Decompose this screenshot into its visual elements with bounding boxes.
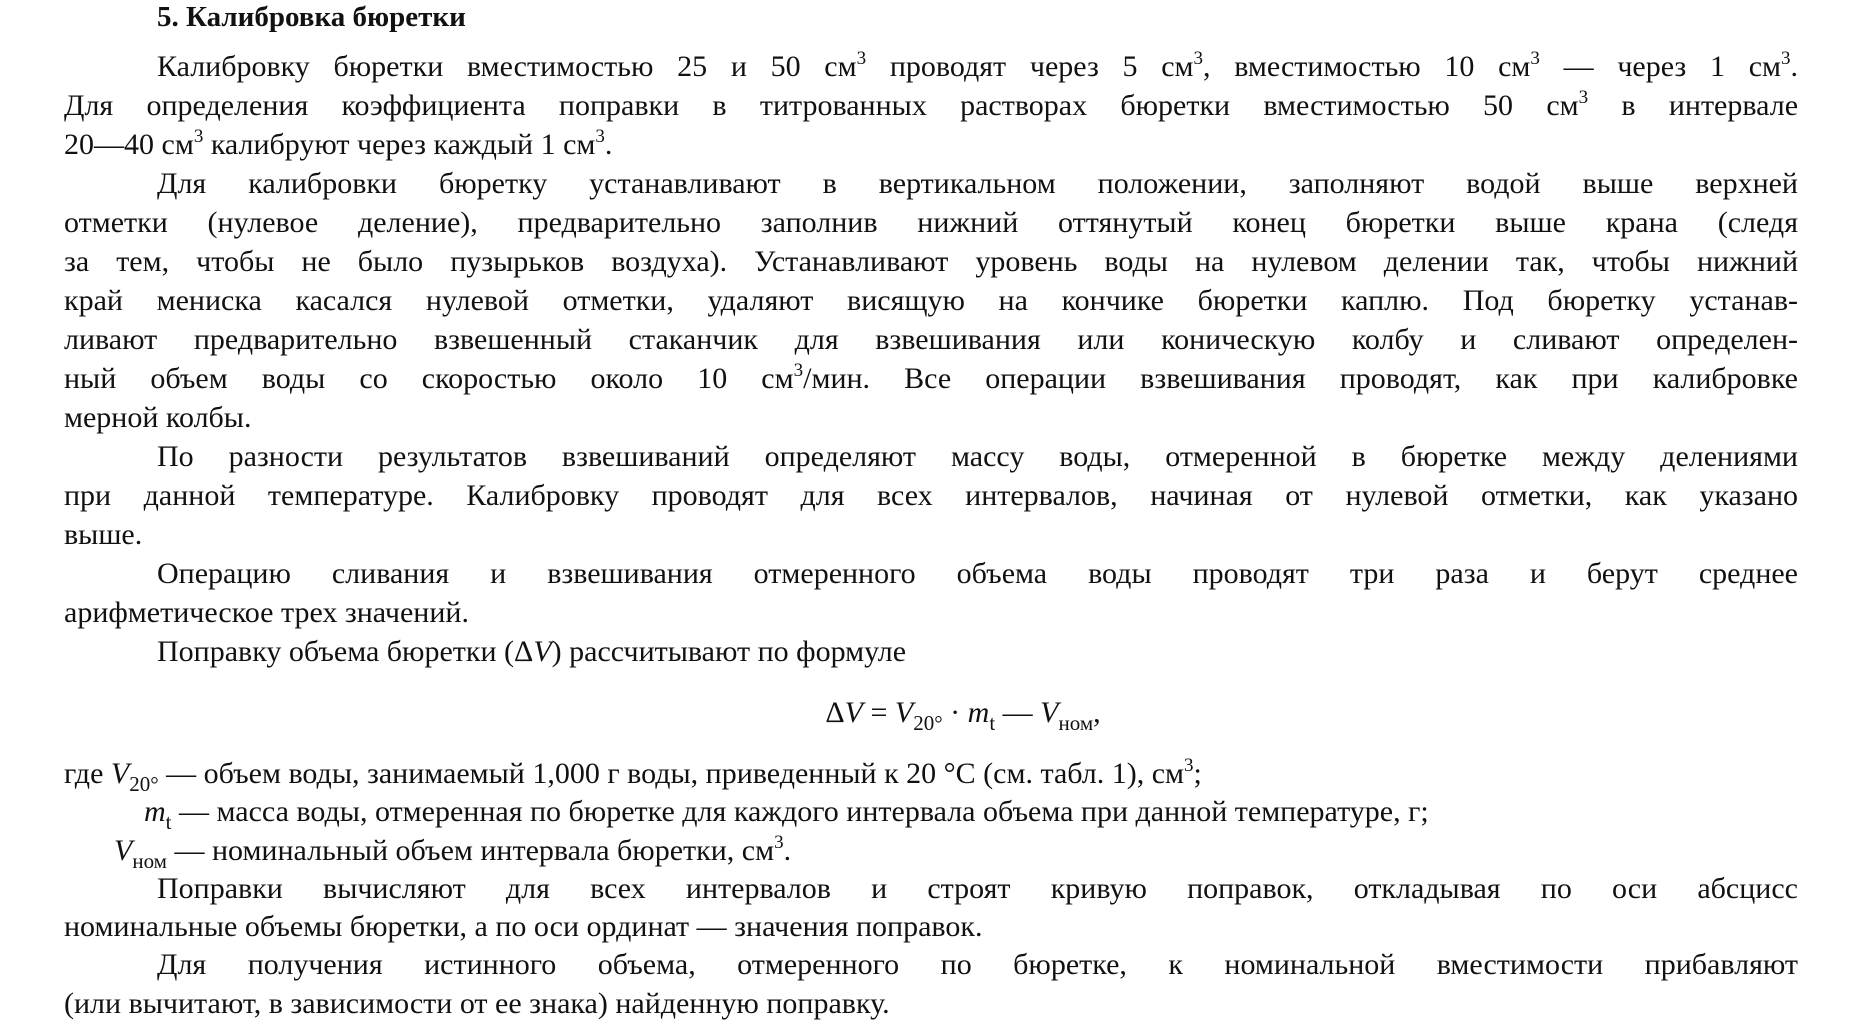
text-line	[64, 554, 1798, 593]
text-segment: Δ	[825, 696, 845, 729]
text-line	[64, 632, 1798, 671]
text-line	[64, 831, 1798, 873]
text-line	[64, 86, 1798, 125]
text-segment: Операцию сливания и взвешивания отмеренного объема воды проводят три раза и берут среднее	[157, 557, 1798, 590]
text-line	[64, 320, 1798, 359]
text-line	[64, 164, 1798, 203]
text-segment: Поправку объема бюретки (Δ	[157, 635, 534, 668]
text-segment: номинальные объемы бюретки, а по оси ординат — значения поправок.	[64, 910, 983, 944]
text-segment: V	[844, 696, 863, 729]
text-segment: арифметическое трех значений.	[64, 596, 469, 629]
text-line	[64, 125, 1798, 164]
subscript-text: ном	[132, 848, 167, 873]
text-segment: —	[995, 696, 1041, 729]
subscript-text: t	[989, 711, 996, 735]
formula	[128, 683, 1798, 743]
text-segment: при данной температуре. Калибровку проводят для всех интервалов, начиная от нулевой отметки, как указано	[64, 479, 1798, 512]
supscript-text: 3	[774, 831, 784, 853]
supscript-text: 3	[595, 126, 605, 147]
text-line	[64, 398, 1798, 437]
text-segment: V	[533, 635, 552, 668]
text-line	[64, 281, 1798, 320]
text-line	[64, 870, 1798, 908]
text-line	[64, 755, 1798, 796]
text-line	[64, 985, 1798, 1023]
text-segment: ;	[1193, 757, 1202, 790]
text-segment: отметки (нулевое деление), предварительно заполнив нижний оттянутый конец бюретки выше крана (следя	[64, 206, 1798, 239]
supscript-text: 3	[193, 126, 204, 147]
text-segment: ный объем воды со скоростью около 10 см	[64, 362, 794, 395]
text-segment: — объем воды, занимаемый 1,000 г воды, приведенный к 20 °С (см. табл. 1), см	[158, 757, 1185, 790]
text-line	[64, 242, 1798, 281]
text-segment: .	[604, 128, 613, 161]
text-segment: ливают предварительно взвешенный стаканчик для взвешивания или коническую колбу и сливают определен-	[64, 323, 1798, 356]
text-line	[64, 515, 1798, 554]
text-segment: край мениска касался нулевой отметки, удаляют висящую на кончике бюретки каплю. Под бюретку устанав-	[64, 284, 1798, 317]
text-line	[64, 437, 1798, 476]
supscript-text: 3	[1184, 755, 1194, 776]
text-line	[64, 359, 1798, 398]
text-line	[64, 47, 1798, 86]
text-segment: V	[114, 833, 133, 867]
text-segment: калибруют через каждый 1 см	[203, 128, 596, 161]
text-segment: Для калибровки бюретку устанавливают в вертикальном положении, заполняют водой выше верхней	[157, 167, 1798, 200]
text-segment: Поправки вычисляют для всех интервалов и строят кривую поправок, откладывая по оси абсцисс	[157, 871, 1798, 905]
supscript-text: 3	[1530, 48, 1540, 69]
subscript-text: t	[165, 810, 172, 835]
text-segment: (или вычитают, в зависимости от ее знака) найденную поправку.	[64, 986, 890, 1020]
text-line	[64, 476, 1798, 515]
text-line	[64, 908, 1798, 946]
document-page	[64, 0, 1798, 1023]
supscript-text: 3	[856, 48, 867, 69]
text-segment: m	[144, 795, 166, 829]
text-segment: .	[1790, 50, 1798, 83]
subscript-text: ном	[1058, 711, 1094, 735]
text-segment: где	[64, 757, 111, 790]
text-segment: V	[110, 757, 130, 790]
text-segment: ) рассчитывают по формуле	[551, 635, 907, 668]
supscript-text: 3	[1781, 48, 1791, 69]
text-segment: V	[1040, 696, 1059, 729]
text-segment: в интервале	[1588, 89, 1799, 122]
body-text-part1	[64, 47, 1798, 671]
subscript-text: 20°	[129, 772, 159, 796]
subscript-text: 20°	[913, 711, 943, 735]
supscript-text: 3	[1193, 48, 1204, 69]
text-segment: — масса воды, отмеренная по бюретке для каждого интервала объема при данной температуре, г;	[171, 795, 1429, 829]
text-segment: за тем, чтобы не было пузырьков воздуха). Устанавливают уровень воды на нулевом делении так, чтобы нижний	[64, 245, 1798, 278]
text-segment: /мин. Все операции взвешивания проводят, как при калибровке	[803, 362, 1798, 395]
text-segment: m	[967, 696, 990, 729]
text-segment: — номинальный объем интервала бюретки, см	[166, 833, 775, 867]
text-segment: По разности результатов взвешиваний определяют массу воды, отмеренной в бюретке между делениями	[157, 440, 1798, 473]
text-segment: ·	[942, 696, 968, 729]
text-line	[64, 946, 1798, 984]
text-line	[64, 793, 1798, 835]
section-heading: 5. Калибровка бюретки	[157, 1, 466, 33]
text-segment: выше.	[64, 518, 143, 551]
text-segment: ,	[1093, 696, 1101, 729]
text-segment: Калибровку бюретки вместимостью 25 и 50 см	[157, 50, 857, 83]
text-segment: , вместимостью 10 см	[1203, 50, 1531, 83]
text-line	[64, 593, 1798, 632]
text-line	[64, 203, 1798, 242]
supscript-text: 3	[793, 360, 804, 381]
text-segment: Для получения истинного объема, отмеренного по бюретке, к номинальной вместимости прибавляют	[157, 948, 1798, 982]
text-segment: мерной колбы.	[64, 401, 252, 434]
text-segment: проводят через 5 см	[866, 50, 1194, 83]
text-segment: V	[894, 696, 914, 729]
text-segment: 20—40 см	[64, 128, 194, 161]
text-segment: Для определения коэффициента поправки в титрованных растворах бюретки вместимостью 50 см	[64, 89, 1579, 122]
text-segment: .	[783, 833, 792, 867]
body-text-part2	[64, 755, 1798, 1023]
text-segment: — через 1 см	[1539, 50, 1781, 83]
supscript-text: 3	[1578, 87, 1589, 108]
text-segment: =	[862, 696, 895, 729]
